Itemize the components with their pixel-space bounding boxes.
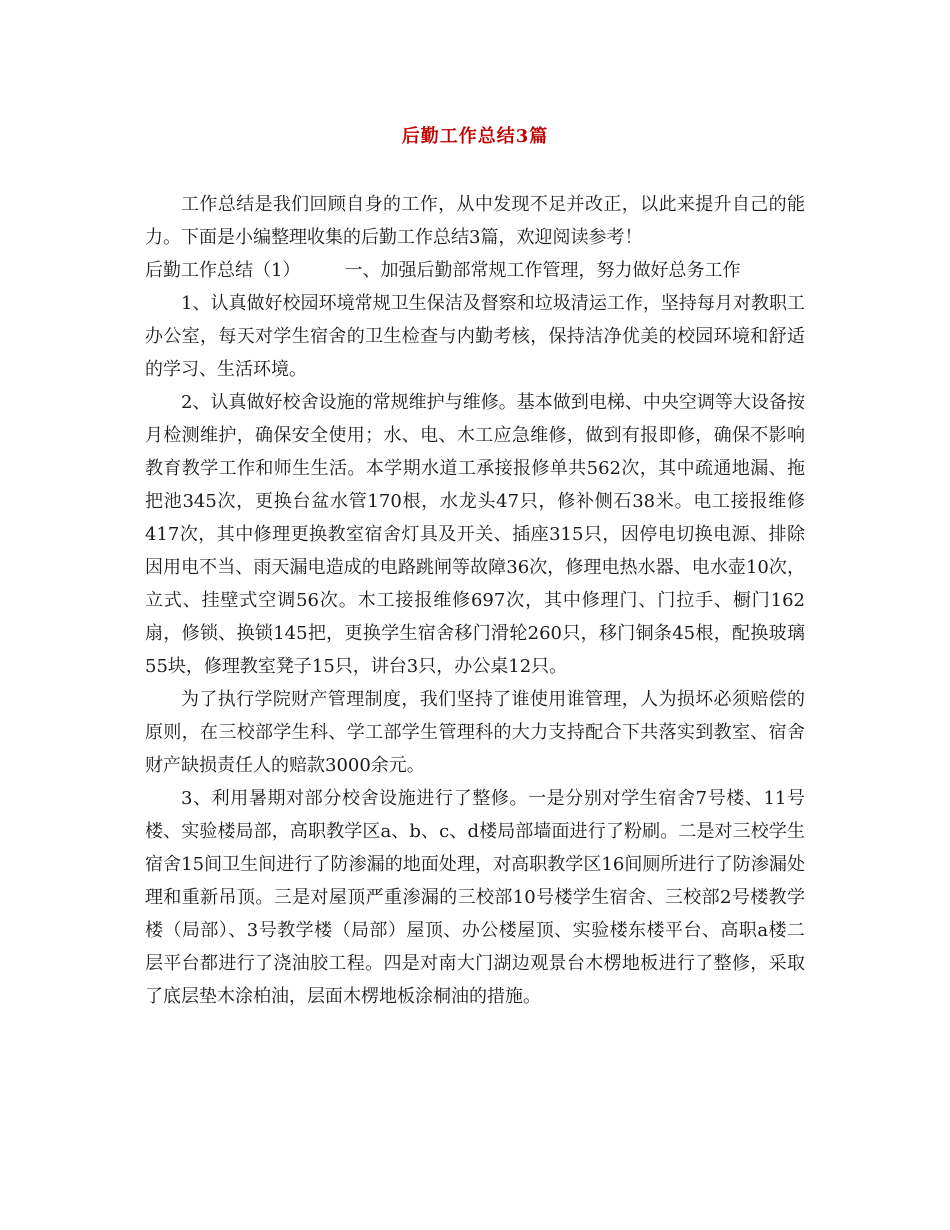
section-label: 后勤工作总结（1） [145, 260, 301, 281]
document-body [145, 188, 805, 1013]
document-title: 后勤工作总结3篇 [401, 126, 549, 147]
paragraph-1: 1、认真做好校园环境常规卫生保洁及督察和垃圾清运工作，坚持每月对教职工办公室，每天对学生宿舍的卫生检查与内勤考核，保持洁净优美的校园环境和舒适的学习、生活环境。 [145, 293, 805, 380]
section-heading-line [145, 254, 805, 287]
paragraph-4: 3、利用暑期对部分校舍设施进行了整修。一是分别对学生宿舍7号楼、11号楼、实验楼局部，高职教学区a、b、c、d楼局部墙面进行了粉刷。二是对三校学生宿舍15间卫生间进行了防渗漏的地面处理，对高职教学区16间厕所进行了防渗漏处理和重新吊顶。三是对屋顶严重渗漏的三校部10号楼学生宿舍、三校部2号楼教学楼（局部）、3号教学楼（局部）屋顶、办公楼屋顶、实验楼东楼平台、高职a楼二层平台都进行了浇油胶工程。四是对南大门湖边观景台木楞地板进行了整修，采取了底层垫木涂柏油，层面木楞地板涂桐油的措施。 [145, 788, 805, 1007]
intro-paragraph: 工作总结是我们回顾自身的工作，从中发现不足并改正，以此来提升自己的能力。下面是小编整理收集的后勤工作总结3篇，欢迎阅读参考！ [145, 194, 805, 248]
section-heading: 一、加强后勤部常规工作管理，努力做好总务工作 [344, 260, 741, 281]
paragraph-3: 为了执行学院财产管理制度，我们坚持了谁使用谁管理，人为损坏必须赔偿的原则，在三校部学生科、学工部学生管理科的大力支持配合下共落实到教室、宿舍财产缺损责任人的赔款3000余元。 [145, 689, 805, 776]
paragraph-2: 2、认真做好校舍设施的常规维护与维修。基本做到电梯、中央空调等大设备按月检测维护，确保安全使用；水、电、木工应急维修，做到有报即修，确保不影响教育教学工作和师生生活。本学期水道工承接报修单共562次，其中疏通地漏、拖把池345次，更换台盆水管170根，水龙头47只，修补侧石38米。电工接报维修417次，其中修理更换教室宿舍灯具及开关、插座315只，因停电切换电源、排除因用电不当、雨天漏电造成的电路跳闸等故障36次，修理电热水器、电水壶10次，立式、挂壁式空调56次。木工接报维修697次，其中修理门、门拉手、橱门162扇，修锁、换锁145把，更换学生宿舍移门滑轮260只，移门铜条45根，配换玻璃55块，修理教室凳子15只，讲台3只，办公桌12只。 [145, 392, 805, 677]
